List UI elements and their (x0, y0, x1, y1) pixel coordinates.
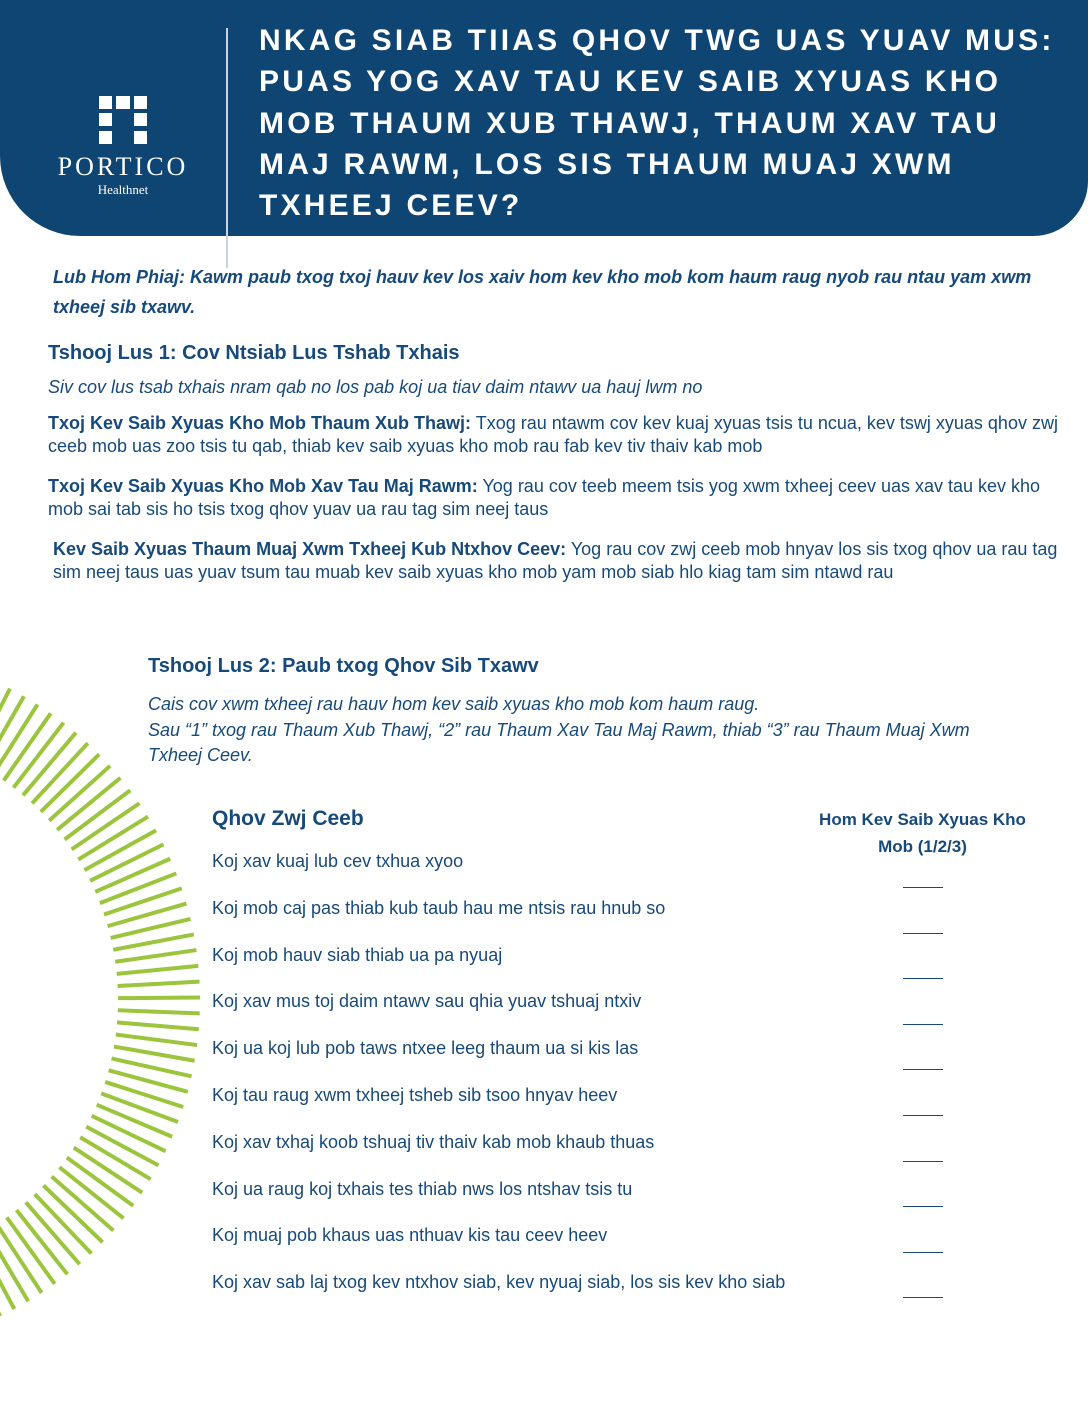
answer-blank[interactable] (903, 1069, 943, 1073)
sunburst-ray (101, 1093, 178, 1122)
logo-sub: Healthnet (97, 182, 149, 197)
answer-blank[interactable] (903, 1115, 943, 1119)
definition-text: Txog rau ntawm cov kev kuaj xyuas tsis tu ncua, kev tswj xyuas qhov zwj ceeb mob uas zoo tsis tu qab, thiab kev saib xyuas kho mob rau fab kev tiv thaiv kab mob (48, 413, 1058, 456)
definition-text: Yog rau cov teeb meem tsis yog xwm txheej ceev uas xav tau kev kho mob sai tab sis ho tsis txog qhov yuav ua rau tag sim neej taus (48, 476, 1041, 519)
answer-blank[interactable] (903, 1297, 943, 1301)
page-title: NKAG SIAB TIIAS QHOV TWG UAS YUAV MUS: PUAS YOG XAV TAU KEV SAIB XYUAS KHO MOB THAUM XUB THAWJ, THAUM XAV TAU MAJ RAWM, LOS SIS THAUM MUAJ XWM TXHEEJ CEEV? (259, 24, 1055, 223)
sunburst-ray (104, 888, 182, 914)
scenario-row: Koj xav mus toj daim ntawv sau qhia yuav tshuaj ntxiv (212, 991, 642, 1012)
sunburst-ray (118, 998, 200, 999)
answer-blank[interactable] (903, 887, 943, 891)
instruction-line: Sau “1” txog rau Thaum Xub Thawj, “2” rau Thaum Xav Tau Maj Rawm, thiab “3” rau Thaum Muaj Xwm Txheej Ceev. (148, 719, 970, 765)
scenario-row: Koj xav kuaj lub cev txhua xyoo (212, 851, 464, 871)
part1-instruction: Siv cov lus tsab txhais nram qab no los pab koj ua tiav daim ntawv ua hauj lwm no (48, 377, 703, 397)
definition-text: Yog rau cov zwj ceeb mob hnyav los sis txog qhov ua rau tag sim neej taus uas yuav tsum tau muab kev saib xyuas kho mob yam mob siab hlo kiag tam sim ntawd rau (53, 539, 1058, 582)
scenario-row: Koj ua raug koj txhais tes thiab nws los ntshav tsis tu (212, 1178, 633, 1199)
answer-blank[interactable] (903, 978, 943, 982)
part1-heading: Tshooj Lus 1: Cov Ntsiab Lus Tshab Txhais (48, 342, 460, 364)
scenario-row: Koj mob caj pas thiab kub taub hau me ntsis rau hnub so (212, 897, 666, 918)
objective: Lub Hom Phiaj: Kawm paub txog txoj hauv kev los xaiv hom kev kho mob kom haum raug nyob rau ntau yam xwm txheej sib txawv. (53, 267, 1032, 317)
care-type-column-header: Hom Kev Saib Xyuas Kho Mob (1/2/3) (819, 810, 1026, 856)
scenario-row: Koj muaj pob khaus uas nthuav kis tau ceev heev (212, 1225, 608, 1246)
sunburst-ray (114, 1047, 195, 1061)
definition (48, 412, 1063, 458)
sunburst-ray (118, 982, 200, 986)
instruction-line: Cais cov xwm txheej rau hauv hom kev saib xyuas kho mob kom haum raug. (148, 694, 760, 714)
portico-logo (48, 96, 198, 198)
scenario-row: Koj xav txhaj koob tshuaj tiv thaiv kab mob khaub thuas (212, 1131, 655, 1152)
sunburst-ray (117, 966, 199, 974)
part2-heading: Tshooj Lus 2: Paub txog Qhov Sib Txawv (148, 655, 539, 677)
decorative-sunburst (0, 680, 240, 1330)
part2-instruction (148, 692, 1018, 769)
sunburst-ray (115, 950, 196, 962)
logo-brand: PORTICO (57, 152, 189, 181)
header-divider (226, 28, 228, 268)
sunburst-ray (95, 859, 170, 892)
definition-term: Kev Saib Xyuas Thaum Muaj Xwm Txheej Kub Ntxhov Ceev: (53, 539, 567, 559)
logo-mark-icon (99, 96, 147, 144)
definition-term: Txoj Kev Saib Xyuas Kho Mob Xav Tau Maj Rawm: (48, 476, 478, 496)
definition (53, 538, 1068, 584)
sunburst-ray (118, 1010, 200, 1013)
scenario-row: Koj xav sab laj txog kev ntxhov siab, kev nyuaj siab, los sis kev kho siab (212, 1272, 786, 1293)
scenario-row: Koj ua koj lub pob taws ntxee leeg thaum ua si kis las (212, 1038, 639, 1059)
sunburst-ray (113, 934, 194, 949)
sunburst-ray (116, 1035, 197, 1046)
scenario-row: Koj tau raug xwm txheej tsheb sib tsoo hnyav heev (212, 1085, 618, 1105)
sunburst-ray (117, 1022, 199, 1029)
answer-blank[interactable] (903, 1252, 943, 1256)
answer-blank[interactable] (903, 933, 943, 937)
answer-blank[interactable] (903, 1024, 943, 1028)
scenario-column-header: Qhov Zwj Ceeb (212, 807, 364, 830)
sunburst-ray (100, 873, 176, 903)
sunburst-ray (97, 1105, 172, 1137)
definition-term: Txoj Kev Saib Xyuas Kho Mob Thaum Xub Thawj: (48, 413, 472, 433)
answer-blank[interactable] (903, 1206, 943, 1210)
answer-blank[interactable] (903, 1161, 943, 1165)
definition (48, 475, 1063, 521)
scenario-row: Koj mob hauv siab thiab ua pa nyuaj (212, 944, 503, 965)
